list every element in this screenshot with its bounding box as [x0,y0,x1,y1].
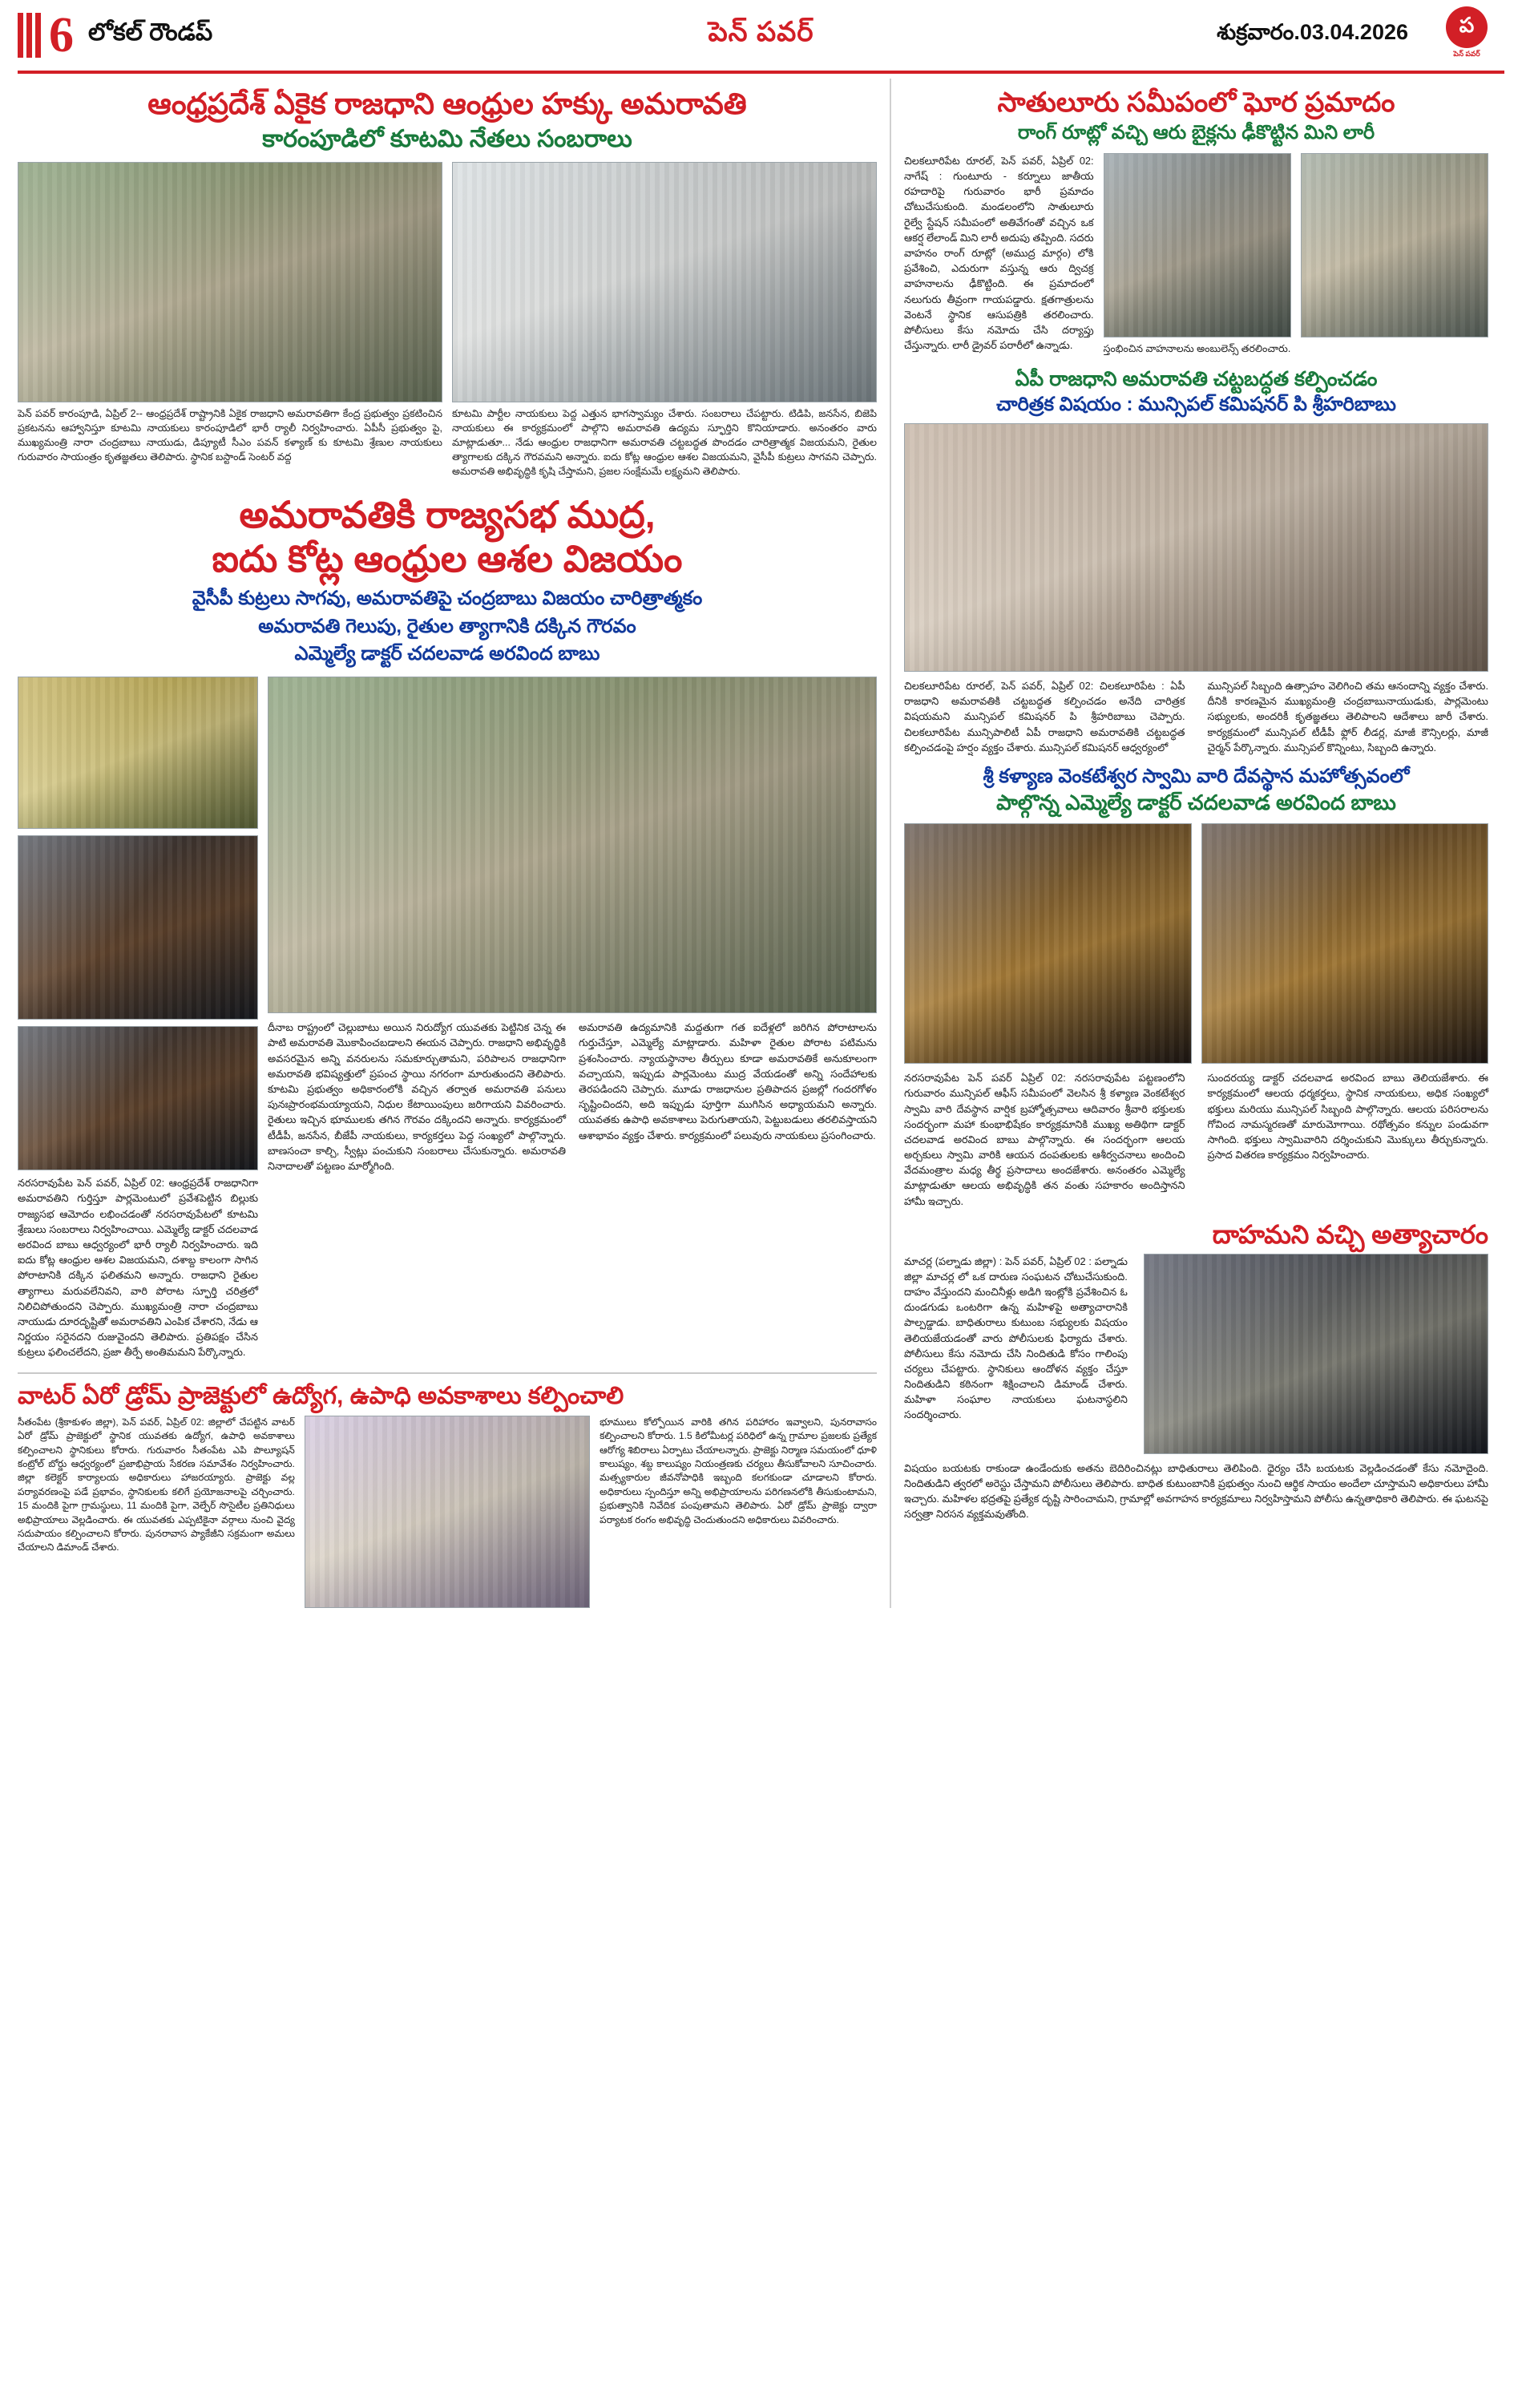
page-number: 6 [49,8,74,63]
temple-chariot-night-photo [1201,823,1489,1064]
story2-headline-line1: అమరావతికి రాజ్యసభ ముద్ర, [239,494,656,536]
youth-banner-photo [268,677,877,1013]
r-story3-headline-line2: పాల్గొన్న ఎమ్మెల్యే డాక్టర్ చదలవాడ అరవింద బాబు [996,790,1396,814]
story3-headline: వాటర్ ఏరో డ్రోమ్ ప్రాజెక్టులో ఉద్యోగ, ఉపాధి అవకాశాలు కల్పించాలి [18,1383,624,1410]
divider [18,1372,877,1374]
masthead [18,0,1504,74]
r-story2-headline-line2: చారిత్రక విషయం : మున్సిపల్ కమిషనర్ పి శ్రీహరిబాబు [996,394,1396,416]
r-story2-text-right: మున్సిపల్ సిబ్బంది ఉత్సాహం వెలిగించి తమ ఆనందాన్ని వ్యక్తం చేశారు. దీనికి కారణమైన ముఖ్యమంత్రి చంద్రబాబునాయుడుకు, పార్లమెంటు సభ్యులకు, అందరికీ కృతజ్ఞతలు తెలిపాలని ఆదేశాలు జారీ చేశారు. కార్యక్రమంలో మున్సిపల్ టీడీపీ ఫ్లోర్ లీడర్ల, మాజీ కౌన్సిలర్లు, మాజీ చైర్మన్ పేర్కొన్నారు. మున్సిపల్ కొన్నింటు, సిబ్బంది ఉన్నారు. [1207,680,1488,754]
overturned-lorry-photo [1301,153,1488,337]
story1-caption-right: కూటమి పార్టీల నాయకులు పెద్ద ఎత్తున భాగస్వామ్యం చేశారు. సంబరాలు చేపట్టారు. టిడిపి, జనసేన, బిజెపి నాయకులు ఈ కార్యక్రమంలో పాల్గొని అమరావతి ఉద్యమ స్ఫూర్తిని కొనియాడారు. అనంతరం వారు మాట్లాడుతూ... నేడు ఆంధ్రుల రాజధానిగా అమరావతి చట్టబద్ధత పొందడం చారిత్రాత్మక విజయమని, రైతుల త్యాగాలకు దక్కిన గౌరవమని అన్నారు. ఐదు కోట్ల ఆంధ్రుల ఆశల విజయమని, వైసీపీ కుట్రలు సాగవని చెప్పారు. అమరావతి అభివృద్ధికి కృషి చేస్తామని, ప్రజల సంక్షేమమే లక్ష్యమని తెలిపారు. [452,407,877,478]
story2-text-c: అమరావతి ఉద్యమానికి మద్దతుగా గత ఐదేళ్లలో జరిగిన పోరాటాలను గుర్తుచేస్తూ, ఎమ్మెల్యే మాట్లాడారు. మహిళా రైతుల పోరాట పటిమను ప్రశంసించారు. న్యాయస్థానాల తీర్పులు కూడా అమరావతికే అనుకూలంగా వచ్చాయని, ఇప్పుడు పార్లమెంటు ముద్ర వేయడంతో అన్ని సందేహాలకు తెరపడిందని చెప్పారు. మూడు రాజధానుల ప్రతిపాదన ప్రజల్లో గందరగోళం సృష్టించిందని, అది ఇప్పుడు పూర్తిగా ముగిసిన అధ్యాయమని అన్నారు. యువతకు ఉపాధి అవకాశాలు పెరుగుతాయని, పెట్టుబడులు తరలివస్తాయని ఆశాభావం వ్యక్తం చేశారు. కార్యక్రమంలో పలువురు నాయకులు ప్రసంగించారు. [579,1021,877,1141]
r-story1-caption: స్తంభించిన వాహనాలను అంబులెన్స్ తరలించారు. [1103,342,1291,354]
pollution-control-board-meeting-photo [305,1416,590,1608]
story1-subhead: కారంపూడిలో కూటమి నేతలు సంబరాలు [262,125,632,152]
story2-subhead-1: అమరావతి గెలుపు, రైతుల త్యాగానికి దక్కిన గౌరవం [258,615,636,637]
story-temple-festival [904,765,1488,1209]
story2-subhead-0: వైసీపీ కుట్రలు సాగవు, అమరావతిపై చంద్రబాబు విజయం చారిత్రాత్మకం [192,587,703,609]
story3-text-left: సీతంపేట (శ్రీకాకుళం జిల్లా), పెన్ పవర్, ఏప్రిల్ 02: జిల్లాలో చేపట్టిన వాటర్ ఏరో డ్రోమ్ ప్రాజెక్టులో స్థానిక యువతకు ఉద్యోగ, ఉపాధి అవకాశాలు కల్పించాలని స్థానికులు కోరారు. గురువారం సీతంపేట ఎపి పొల్యూషన్ కంట్రోల్ బోర్డు ఆధ్వర్యంలో ప్రజాభిప్రాయ సేకరణ సమావేశం నిర్వహించారు. జిల్లా కలెక్టర్ కార్యాలయ అధికారులు హాజరయ్యారు. ప్రాజెక్టు వల్ల పర్యావరణంపై పడే ప్రభావం, స్థానికులకు కలిగే ప్రయోజనాలపై చర్చించారు. 15 మందికి పైగా గ్రామస్థులు, 11 మందికి పైగా, వెల్ఫేర్ సొసైటీల ప్రతినిధులు అభిప్రాయాలు వెల్లడించారు. ఈ యువతకు ఎప్పటికైనా వర్గాలు నుంచి వైద్య సదుపాయం కల్పించాలని కోరారు. పునరావాస ప్యాకేజీని సక్రమంగా అమలు చేయాలని డిమాండ్ చేశారు. [18,1416,295,1553]
police-night-investigation-photo [1144,1254,1488,1454]
story-satuluru-accident [904,87,1488,356]
r-story2-text-left: చిలకలూరిపేట రూరల్, పెన్ పవర్, ఏప్రిల్ 02: చిలకలూరిపేట : ఏపీ రాజధాని అమరావతికి చట్టబద్ధత కల్పించడం అనేది చారిత్రక విషయమని మున్సిపల్ కమిషనర్ పి శ్రీహరిబాబు చెప్పారు. చిలకలూరిపేట మున్సిపాలిటీ ఏపీ రాజధాని అమరావతికి చట్టబద్ధత కల్పించడంపై హర్షం వ్యక్తం చేశారు. మున్సిపల్ కమిషనర్ ఆధ్వర్యంలో [904,680,1185,754]
rally-photo-green-flags [18,162,442,402]
municipal-commissioner-group-photo [904,423,1488,672]
story2-text-a: నరసరావుపేట పెన్ పవర్, ఏప్రిల్ 02: ఆంధ్రప్రదేశ్ రాజధానిగా అమరావతిని గుర్తిస్తూ పార్లమెంటులో ప్రవేశపెట్టిన బిల్లుకు రాజ్యసభ ఆమోదం లభించడంతో నరసరావుపేటలో కూటమి శ్రేణులు సంబరాలు నిర్వహించాయి. ఎమ్మెల్యే డాక్టర్ చదలవాడ అరవింద బాబు ఆధ్వర్యంలో భారీ ర్యాలీ నిర్వహించారు. ఇది ఐదు కోట్ల ఆంధ్రుల ఆశల విజయమని, దశాబ్ద కాలంగా సాగిన పోరాటానికి దక్కిన ఫలితమని అన్నారు. రాజధాని రైతుల త్యాగాలు మరువలేనివని, వారి పోరాట స్ఫూర్తి చరిత్రలో నిలిచిపోతుందని చెప్పారు. ముఖ్యమంత్రి నారా చంద్రబాబు నాయుడు దూరదృష్టితో అమరావతిని ఎంపిక చేశారని, నేడు ఆ నిర్ణయం సరైనదని రుజువైందని తెలిపారు. ప్రతిపక్షం చేసిన కుట్రలు ఫలించలేదని, ప్రజా తీర్పే అంతిమమని పేర్కొన్నారు. [18,1177,258,1359]
logo-caption: పెన్ పవర్ [1453,50,1480,58]
accident-scene-photo [1104,153,1291,337]
temple-priests-photo [904,823,1192,1064]
r-story4-text-right: విషయం బయటకు రాకుండా ఉండేందుకు అతను బెదిరించినట్లు బాధితురాలు తెలిపింది. ధైర్యం చేసి బయటకు వెల్లడించడంతో కేసు నమోదైంది. నిందితుడిని త్వరలో అరెస్టు చేస్తామని పోలీసులు తెలిపారు. బాధిత కుటుంబానికి ప్రభుత్వం నుంచి ఆర్థిక సాయం అందేలా చూస్తామని అధికారులు హామీ ఇచ్చారు. మహిళల భద్రతపై ప్రత్యేక దృష్టి సారించామని, గ్రామాల్లో అవగాహన కార్యక్రమాలు నిర్వహిస్తామని పోలీసు ఉన్నతాధికారి తెలిపారు. ఈ ఘటనపై సర్వత్రా నిరసన వ్యక్తమవుతోంది. [904,1461,1488,1521]
r-story1-subhead: రాంగ్ రూట్లో వచ్చి ఆరు బైక్లను ఢీకొట్టిన మిని లారీ [1017,122,1375,144]
section-title: లోకల్ రౌండప్ [88,18,213,46]
page-number-block [18,8,74,63]
r-story2-headline-line1: ఏపీ రాజధాని అమరావతి చట్టబద్ధత కల్పించడం [1015,368,1378,391]
story-assault-case [904,1220,1488,1522]
story1-caption-left: పెన్ పవర్ కారంపూడి, ఏప్రిల్ 2-- ఆంధ్రప్రదేశ్ రాష్ట్రానికి ఏకైక రాజధాని అమరావతిగా కేంద్ర ప్రభుత్వం ప్రకటించిన ప్రకటనను ఆహ్వానిస్తూ కూటమి నాయకులు కారంపూడిలో భారీ ర్యాలీ నిర్వహించారు. ఏపీసీ ప్రభుత్వం పై, ముఖ్యమంత్రి నారా చంద్రబాబు నాయుడు, డిప్యూటీ సీఎం పవన్ కళ్యాణ్ కు కూటమి శ్రేణుల నాయకులు గురువారం సాయంత్రం కృతజ్ఞతలు తెలిపారు. స్థానిక బస్టాండ్ సెంటర్ వద్ద [18,407,442,463]
paper-logo [1437,6,1496,66]
r-story3-text-right: సుందరయ్య డాక్టర్ చదలవాడ అరవింద బాబు తెలియజేశారు. ఈ కార్యక్రమంలో ఆలయ ధర్మకర్తలు, స్థానిక నాయకులు, అధిక సంఖ్యలో భక్తులు మరియు మున్సిపల్ సిబ్బంది పాల్గొన్నారు. ఆలయ పరిసరాలను గోవింద నామస్మరణతో మారుమోగాయి. రథోత్సవం కన్నుల పండువగా సాగింది. భక్తులు స్వామివారిని దర్శించుకుని మొక్కులు తీర్చుకున్నారు. ప్రసాద వితరణ కార్యక్రమం నిర్వహించారు. [1207,1072,1488,1162]
story-municipal-commissioner [904,367,1488,755]
r-story3-headline-line1: శ్రీ కళ్యాణ వెంకటేశ్వర స్వామి వారి దేవస్థాన మహోత్సవంలో [983,765,1410,787]
left-column [18,79,891,1608]
r-story3-text-left: నరసరావుపేట పెన్ పవర్ ఏప్రిల్ 02: నరసరావుపేట పట్టణంలోని గురువారం మున్సిపల్ ఆఫీస్ సమీపంలో వెలసిన శ్రీ కళ్యాణ వెంకటేశ్వర స్వామి వారి దేవస్థాన వార్షిక బ్రహ్మోత్సవాలు ఆదివారం శ్రీవారి భక్తులకు సందర్భంగా మహా కుంభాభిషేకం కార్యక్రమానికి ముఖ్య అతిథిగా డాక్టర్ చదలవాడ అరవింద బాబు పాల్గొన్నారు. ఈ సందర్భంగా ఆలయ అర్చకులు స్వామి వారికి ఆయన దంపతులకు ఆశీర్వచనాలు అందించి వేదమంత్రాల మధ్య తీర్థ ప్రసాదాలు అందజేశారు. అనంతరం ఎమ్మెల్యే మాట్లాడుతూ ఆలయ అభివృద్ధికి తన వంతు సహకారం అందిస్తానని హామీ ఇచ్చారు. [904,1072,1185,1207]
leaders-group-photo [452,162,877,402]
r-story4-text-left: మాచర్ల (పల్నాడు జిల్లా) : పెన్ పవర్, ఏప్రిల్ 02 : పల్నాడు జిల్లా మాచర్ల లో ఒక దారుణ సంఘటన చోటుచేసుకుంది. దాహం వేస్తుందని మంచినీళ్లు అడిగి ఇంట్లోకి ప్రవేశించిన ఓ దుండగుడు ఒంటరిగా ఉన్న మహిళపై అత్యాచారానికి పాల్పడ్డాడు. బాధితురాలు కుటుంబ సభ్యులకు విషయం తెలియజేయడంతో వారు పోలీసులకు ఫిర్యాదు చేశారు. పోలీసులు కేసు నమోదు చేసి నిందితుడి కోసం గాలింపు చర్యలు చేపట్టారు. స్థానికులు ఆందోళన వ్యక్తం చేస్తూ నిందితుడిని కఠినంగా శిక్షించాలని డిమాండ్ చేశారు. మహిళా సంఘాల నాయకులు ఘటనాస్థలిని సందర్శించారు. [904,1255,1128,1421]
story2-headline-line2: ఐదు కోట్ల ఆంధ్రుల ఆశల విజయం [212,537,683,580]
torch-celebration-photo [18,835,258,1020]
paper-title: పెన్ పవర్ [708,16,814,47]
logo-icon: ప [1446,6,1488,48]
story2-body [268,1020,877,1174]
r-story1-headline: సాతులూరు సమీపంలో ఘోర ప్రమాదం [997,87,1395,118]
r-story4-headline: దాహమని వచ్చి అత్యాచారం [1212,1219,1488,1249]
story2-subhead-2: ఎమ్మెల్యే డాక్టర్ చదలవాడ అరవింద బాబు [294,643,600,665]
story2-text-b: దీనాబ రాష్ట్రంలో చెల్లుబాటు అయిన నిరుద్యోగ యువతకు పెట్టినిక చెన్న ఈ పాటి అమరావతి మెుకాపించబడాలని ఈయన చెప్పారు. రాజధాని అభివృద్ధికి అవసరమైన అన్ని వనరులను సమకూర్చుతామని, పరిపాలన రాజధానిగా అమరావతి భవిష్యత్తులో ప్రపంచ స్థాయి నగరంగా మారుతుందని తెలిపారు. కూటమి ప్రభుత్వం అధికారంలోకి వచ్చిన తర్వాత అమరావతి పనులు పునఃప్రారంభమయ్యాయని, నిధుల కేటాయింపులు జరిగాయని వివరించారు. రైతులు ఇచ్చిన భూములకు తగిన గౌరవం దక్కిందని అన్నారు. కార్యక్రమంలో టీడీపీ, జనసేన, బీజేపీ నాయకులు, కార్యకర్తలు పెద్ద సంఖ్యలో పాల్గొన్నారు. బాణసంచా కాల్చి, స్వీట్లు పంచుకుని సంబరాలు చేసుకున్నారు. అమరావతి నినాదాలతో పట్టణం మార్మోగింది. [268,1021,566,1172]
mla-garlanding-photo [18,677,258,829]
story-water-aerodrome [18,1372,877,1607]
right-column [891,79,1488,1608]
story3-text-right: భూములు కోల్పోయిన వారికి తగిన పరిహారం ఇవ్వాలని, పునరావాసం కల్పించాలని కోరారు. 1.5 కిలోమీటర్ల పరిధిలో ఉన్న గ్రామాల ప్రజలకు ప్రత్యేక ఆరోగ్య శిబిరాలు ఏర్పాటు చేయాలన్నారు. ప్రాజెక్టు నిర్మాణ సమయంలో ధూళి కాలుష్యం, శబ్ద కాలుష్యం నియంత్రణకు చర్యలు తీసుకోవాలని సూచించారు. మత్స్యకారుల జీవనోపాధికి ఇబ్బంది కలగకుండా చూడాలని కోరారు. అధికారులు స్పందిస్తూ అన్ని అభిప్రాయాలను పరిగణనలోకి తీసుకుంటామని, ప్రభుత్వానికి నివేదిక పంపుతామని తెలిపారు. ఏరో డ్రోమ్ ప్రాజెక్టు ద్వారా పర్యాటక రంగం అభివృద్ధి చెందుతుందని అధికారులు వివరించారు. [600,1416,877,1525]
story2-subheads [18,585,877,669]
story-amaravati-rally [18,87,877,479]
bars-icon [18,13,41,58]
publication-date: శుక్రవారం.03.04.2026 [1217,20,1408,44]
night-celebration-photo [18,1026,258,1170]
story-rajyasabha-amaravati [18,493,877,1360]
story1-headline: ఆంధ్రప్రదేశ్ ఏకైక రాజధాని ఆంధ్రుల హక్కు అమరావతి [147,87,747,120]
r-story1-text: చిలకలూరిపేట రూరల్, పెన్ పవర్, ఏప్రిల్ 02: నాగేష్ : గుంటూరు - కర్నూలు జాతీయ రహదారిపై గురువారం భారీ ప్రమాదం చోటుచేసుకుంది. మండలంలోని సాతులూరు రైల్వే స్టేషన్ సమీపంలో అతివేగంతో వచ్చిన ఒక ఆకర్ష లేలాండ్ మిని లారీ అదుపు తప్పింది. సదరు వాహనం రాంగ్ రూట్లో (అముద్ర మార్గం) లోకి ప్రవేశించి, ఎదురుగా వస్తున్న ఆరు ద్విచక్ర వాహనాలను ఢీకొట్టింది. ఈ ప్రమాదంలో నలుగురు తీవ్రంగా గాయపడ్డారు. క్షతగాత్రులను వెంటనే స్థానిక ఆసుపత్రికి తరలించారు. పోలీసులు కేసు నమోదు చేసి దర్యాప్తు చేస్తున్నారు. లారీ డ్రైవర్ పరారీలో ఉన్నాడు. [904,154,1094,352]
